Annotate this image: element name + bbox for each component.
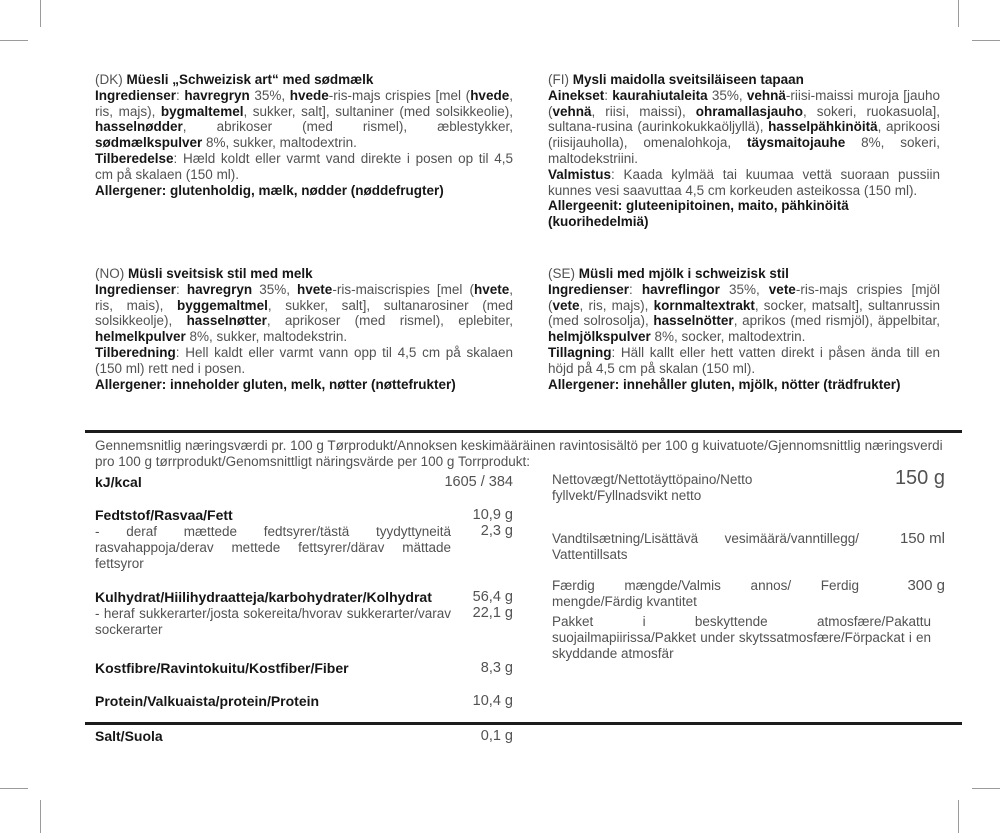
package-info-label: Nettovægt/Nettotäyttöpaino/Netto fyllvekt/Fyllnadsvikt netto bbox=[552, 472, 753, 503]
nutrition-row-label: Salt/Suola bbox=[95, 728, 163, 744]
allergens-text-no: Allergener: inneholder gluten, melk, nøtter (nøttefrukter) bbox=[95, 376, 456, 392]
crop-mark-bottom-left-horizontal bbox=[0, 788, 28, 789]
crop-mark-bottom-left-vertical bbox=[40, 800, 41, 833]
crop-mark-top-left-horizontal bbox=[0, 40, 28, 41]
nutrition-row-label: Fedtstof/Rasvaa/Fett - deraf mættede fedtsyrer/tästä tyydyttyneitä rasvahappoja/derav mettede fettsyrer/därav mättade fettsyror bbox=[95, 507, 451, 571]
allergens-text-se: Allergener: innehåller gluten, mjölk, nötter (trädfrukter) bbox=[548, 376, 901, 392]
nutrition-section bbox=[85, 430, 962, 744]
package-info-value: 150 ml bbox=[899, 530, 945, 547]
nutrition-row-values: 8,3 g bbox=[480, 660, 513, 676]
nutrition-row bbox=[95, 660, 513, 677]
allergens-text-dk: Allergener: glutenholdig, mælk, nødder (nøddefrugter) bbox=[95, 182, 444, 198]
package-info-label: Pakket i beskyttende atmosfære/Pakattu suojailmapiirissa/Pakket under skytssatmosfære/Förpackat i en skyddande atmosfär bbox=[552, 614, 931, 661]
lang-block-se bbox=[548, 266, 940, 392]
nutrition-row-values: 10,9 g 2,3 g bbox=[472, 507, 513, 539]
allergens-text-fi: Allergeenit: gluteenipitoinen, maito, pähkinöitä (kuorihedelmiä) bbox=[548, 198, 849, 230]
nutrition-row-values: 10,4 g bbox=[472, 693, 513, 709]
crop-mark-bottom-right-horizontal bbox=[972, 788, 1000, 789]
block-title-fi: (FI) Mysli maidolla sveitsiläiseen tapaan bbox=[548, 72, 804, 87]
nutrition-row-subtext: - heraf sukkerarter/josta sokereita/hvorav sukkerarter/varav sockerarter bbox=[95, 606, 451, 637]
nutrition-row-label: Protein/Valkuaista/protein/Protein bbox=[95, 693, 320, 709]
nutrition-row bbox=[95, 507, 513, 572]
crop-mark-bottom-right-vertical bbox=[958, 800, 959, 833]
nutrition-row-label: Kulhydrat/Hiilihydraatteja/karbohydrater/Kolhydrat - heraf sukkerarter/josta sokereita/hvorav sukkerarter/varav sockerarter bbox=[95, 589, 451, 637]
nutrition-row-values: 0,1 g bbox=[480, 728, 513, 744]
package-info-row bbox=[552, 578, 945, 610]
lang-block-fi bbox=[548, 72, 940, 230]
lang-block-dk bbox=[95, 72, 513, 230]
nutrition-row-label: kJ/kcal bbox=[95, 474, 142, 490]
lang-block-no bbox=[95, 266, 513, 392]
ingredients-text-se: Ingredienser: havreflingor 35%, vete-ris-majs crispies [mjöl (vete, ris, majs), kornmaltextrakt, socker, matsalt], sultanrussin (med solrosolja), hasselnötter, aprikos (med rismjöl), äppelbitar, helmjölkspulver 8%, socker, maltodextrin. bbox=[548, 281, 940, 345]
nutrition-row-label: Kostfibre/Ravintokuitu/Kostfiber/Fiber bbox=[95, 660, 349, 676]
preparation-text-se: Tillagning: Häll kallt eller hett vatten direkt i påsen ända till en höjd på 4,5 cm på skalan (150 ml). bbox=[548, 344, 940, 376]
block-title-dk: (DK) Müesli „Schweizisk art“ med sødmælk bbox=[95, 72, 374, 87]
nutrition-row-subtext: - deraf mættede fedtsyrer/tästä tyydyttyneitä rasvahappoja/derav mettede fettsyrer/därav mättade fettsyror bbox=[95, 524, 451, 571]
preparation-text-fi: Valmistus: Kaada kylmää tai kuumaa vettä suoraan pussiin kunnes vesi saavuttaa 4,5 cm korkeuden asteikossa (150 ml). bbox=[548, 166, 940, 198]
nutrition-row-values: 1605 / 384 bbox=[444, 474, 513, 490]
package-info-row bbox=[552, 467, 945, 504]
crop-mark-top-left-vertical bbox=[40, 0, 41, 27]
nutrition-row bbox=[95, 693, 513, 710]
ingredients-text-dk: Ingredienser: havregryn 35%, hvede-ris-majs crispies [mel (hvede, ris, majs), bygmaltemel, sukker, salt], sultaniner (med solsikkeolie), hasselnødder, abrikoser (med rismel), æblestykker, sødmælkspulver 8%, sukker, maltodextrin. bbox=[95, 87, 513, 151]
preparation-text-no: Tilberedning: Hell kaldt eller varmt vann opp til 4,5 cm på skalaen (150 ml) rett ned i posen. bbox=[95, 344, 513, 376]
nutrition-row bbox=[95, 728, 513, 745]
package-info-label: Færdig mængde/Valmis annos/ Ferdig mengde/Färdig kvantitet bbox=[552, 578, 859, 609]
nutrition-row-values: 56,4 g 22,1 g bbox=[472, 589, 513, 621]
crop-mark-top-right-horizontal bbox=[972, 40, 1000, 41]
block-title-no: (NO) Müsli sveitsisk stil med melk bbox=[95, 265, 313, 281]
block-title-se: (SE) Müsli med mjölk i schweizisk stil bbox=[548, 265, 789, 281]
package-info-value: 150 g bbox=[894, 467, 945, 489]
package-info-label: Vandtilsætning/Lisättävä vesimäärä/vanntillegg/ Vattentillsats bbox=[552, 531, 859, 562]
crop-mark-top-right-vertical bbox=[958, 0, 959, 27]
preparation-text-dk: Tilberedelse: Hæld koldt eller varmt vand direkte i posen op til 4,5 cm på skalaen (150 ml). bbox=[95, 150, 513, 182]
ingredients-text-fi: Ainekset: kaurahiutaleita 35%, vehnä-riisi-maissi muroja [jauho (vehnä, riisi, maissi), ohramallasjauho, sokeri, ruokasuola], sultana-rusina (aurinkokukkaöljyllä), hasselpähkinöitä, aprikoosi (riisijauholla), omenalohkoja, täysmaitojauhe 8%, sokeri, maltodekstriini. bbox=[548, 87, 941, 166]
package-info-value: 300 g bbox=[907, 577, 945, 594]
nutrition-header: Gennemsnitlig næringsværdi pr. 100 g Tørprodukt/Annoksen keskimääräinen ravintosisältö per 100 g kuivatuote/Gjennomsnittlig næringsverdi pro 100 g tørrprodukt/Genomsnittligt näringsvärde per 100 g Torrprodukt: bbox=[95, 438, 943, 469]
package-info-row bbox=[552, 531, 945, 563]
package-info-column bbox=[552, 467, 945, 662]
nutrition-row bbox=[95, 589, 513, 638]
ingredients-text-no: Ingredienser: havregryn 35%, hvete-ris-maiscrispies [mel (hvete, ris, mais), byggemaltmel, sukker, salt], sultanarosiner (med solsikkeolje), hasselnøtter, aprikoser (med rismel), eplebiter, helmelkpulver 8%, sukker, maltodekstrin. bbox=[95, 281, 514, 345]
nutrition-values-column bbox=[95, 474, 513, 745]
language-blocks-grid bbox=[95, 72, 940, 392]
package-info-row bbox=[552, 614, 945, 662]
nutrition-row bbox=[95, 474, 513, 491]
